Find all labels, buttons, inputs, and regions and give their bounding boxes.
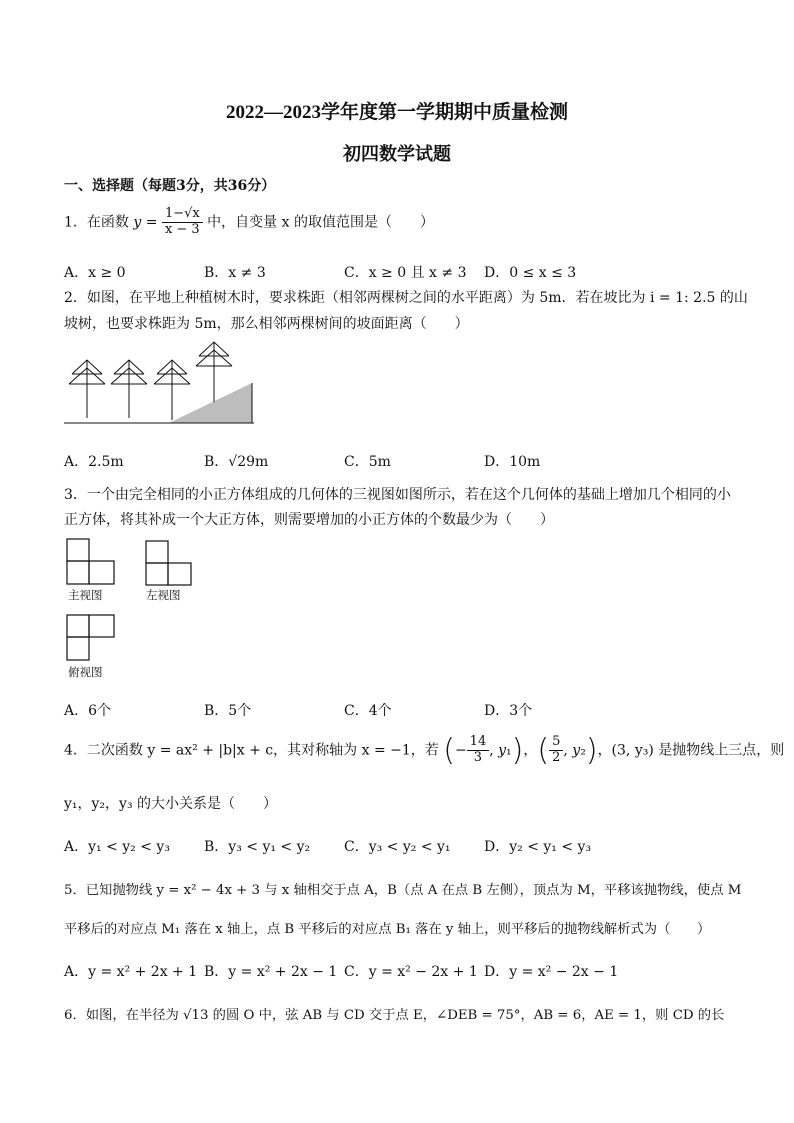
q2-option-c: C．5m <box>344 454 391 470</box>
q1-text: 中，自变量 x 的取值范围是（ ） <box>207 214 434 231</box>
q5-option-d: D．y = x² − 2x − 1 <box>484 964 619 980</box>
q4-point2-fraction <box>549 735 563 766</box>
q5-option-b: B．y = x² + 2x − 1 <box>204 964 338 980</box>
tree-1-icon <box>69 360 105 418</box>
q1-option-b: B．x ≠ 3 <box>204 265 266 281</box>
trees-slope-figure <box>64 338 260 430</box>
q4-text-part2: ，(3, y₃) 是抛物线上三点，则 <box>597 742 785 759</box>
q1-option-a: A．x ≥ 0 <box>64 265 126 281</box>
q3-option-a: A．6个 <box>64 703 112 719</box>
top-view-figure <box>66 614 116 662</box>
left-view-label: 左视图 <box>146 588 181 602</box>
section-heading: 一、选择题（每题3分，共36分） <box>64 178 276 194</box>
q5-option-c: C．y = x² − 2x + 1 <box>344 964 478 980</box>
q4-p1-num: 14 <box>467 735 490 751</box>
question-3-line2: 正方体，将其补成一个大正方体，则需要增加的小正方体的个数最少为（ ） <box>64 512 554 528</box>
front-view-figure <box>66 538 116 586</box>
question-4-line1: 4．二次函数 y = ax² + |b|x + c，其对称轴为 x = −1，若 (− $\frac{14}{3}$ , y₁)，( $\frac{5}{2}$ , y₂)，(3, y₃) 是抛物线上三点，则 <box>64 733 785 768</box>
q4-text-part1: 4．二次函数 y = ax² + |b|x + c，其对称轴为 x = −1，若 <box>64 742 439 759</box>
left-view-figure <box>145 540 193 586</box>
q4-point1-fraction <box>467 735 490 766</box>
q4-option-c: C．y₃ < y₂ < y₁ <box>344 839 451 855</box>
q3-option-b: B．5个 <box>204 703 252 719</box>
q1-number: 1．在函数 <box>64 214 129 231</box>
q1-frac-denominator: x − 3 <box>164 221 200 237</box>
tree-3-icon <box>154 360 190 420</box>
q3-option-c: C．4个 <box>344 703 392 719</box>
q2-option-a: A．2.5m <box>64 454 124 470</box>
question-5-line1: 5．已知抛物线 y = x² − 4x + 3 与 x 轴相交于点 A，B（点 A 在点 B 左侧），顶点为 M，平移该抛物线，使点 M <box>64 883 742 898</box>
q5-option-a: A．y = x² + 2x + 1 <box>64 964 198 980</box>
q2-option-d: D．10m <box>484 454 541 470</box>
q4-option-b: B．y₃ < y₁ < y₂ <box>204 839 311 855</box>
question-3-line1: 3．一个由完全相同的小正方体组成的几何体的三视图如图所示，若在这个几何体的基础上增加几个相同的小 <box>64 487 731 503</box>
q1-fraction <box>162 207 203 238</box>
q2-option-b: B．√29m <box>204 454 269 470</box>
q4-p1-den: 3 <box>473 750 483 765</box>
slope-shape <box>169 383 252 423</box>
q4-p2-num: 5 <box>549 735 563 751</box>
question-2-line1: 2．如图，在平地上种植树木时，要求株距（相邻两棵树之间的水平距离）为 5m．若在坡比为 i = 1: 2.5 的山 <box>64 290 748 306</box>
question-2-line2: 坡树，也要求株距为 5m，那么相邻两棵树间的坡面距离（ ） <box>64 316 469 332</box>
question-5-line2: 平移后的对应点 M₁ 落在 x 轴上，点 B 平移后的对应点 B₁ 落在 y 轴上，则平移后的抛物线解析式为（ ） <box>64 922 711 937</box>
q4-option-d: D．y₂ < y₁ < y₃ <box>484 839 592 855</box>
page-title: 2022—2023学年度第一学期期中质量检测 <box>225 102 568 123</box>
question-1: 1．在函数 y = $\frac{1-√x}{x - 3}$ 中，自变量 x 的取值范围是（ ） <box>64 206 434 237</box>
q1-option-c: C．x ≥ 0 且 x ≠ 3 <box>344 265 467 281</box>
q4-p2-den: 2 <box>552 750 561 765</box>
tree-4-icon <box>196 342 232 402</box>
q1-frac-numerator: 1−√x <box>162 207 203 223</box>
q3-option-d: D．3个 <box>484 703 533 719</box>
q1-option-d: D．0 ≤ x ≤ 3 <box>484 265 577 281</box>
q4-option-a: A．y₁ < y₂ < y₃ <box>64 839 170 855</box>
tree-2-icon <box>111 360 147 418</box>
question-6-line1: 6．如图，在半径为 √13 的圆 O 中，弦 AB 与 CD 交于点 E，∠DEB = 75°，AB = 6，AE = 1，则 CD 的长 <box>64 1008 725 1023</box>
question-4-line2: y₁，y₂，y₃ 的大小关系是（ ） <box>64 796 278 812</box>
front-view-label: 主视图 <box>68 588 103 602</box>
top-view-label: 俯视图 <box>68 665 103 679</box>
page-subtitle: 初四数学试题 <box>343 144 451 164</box>
